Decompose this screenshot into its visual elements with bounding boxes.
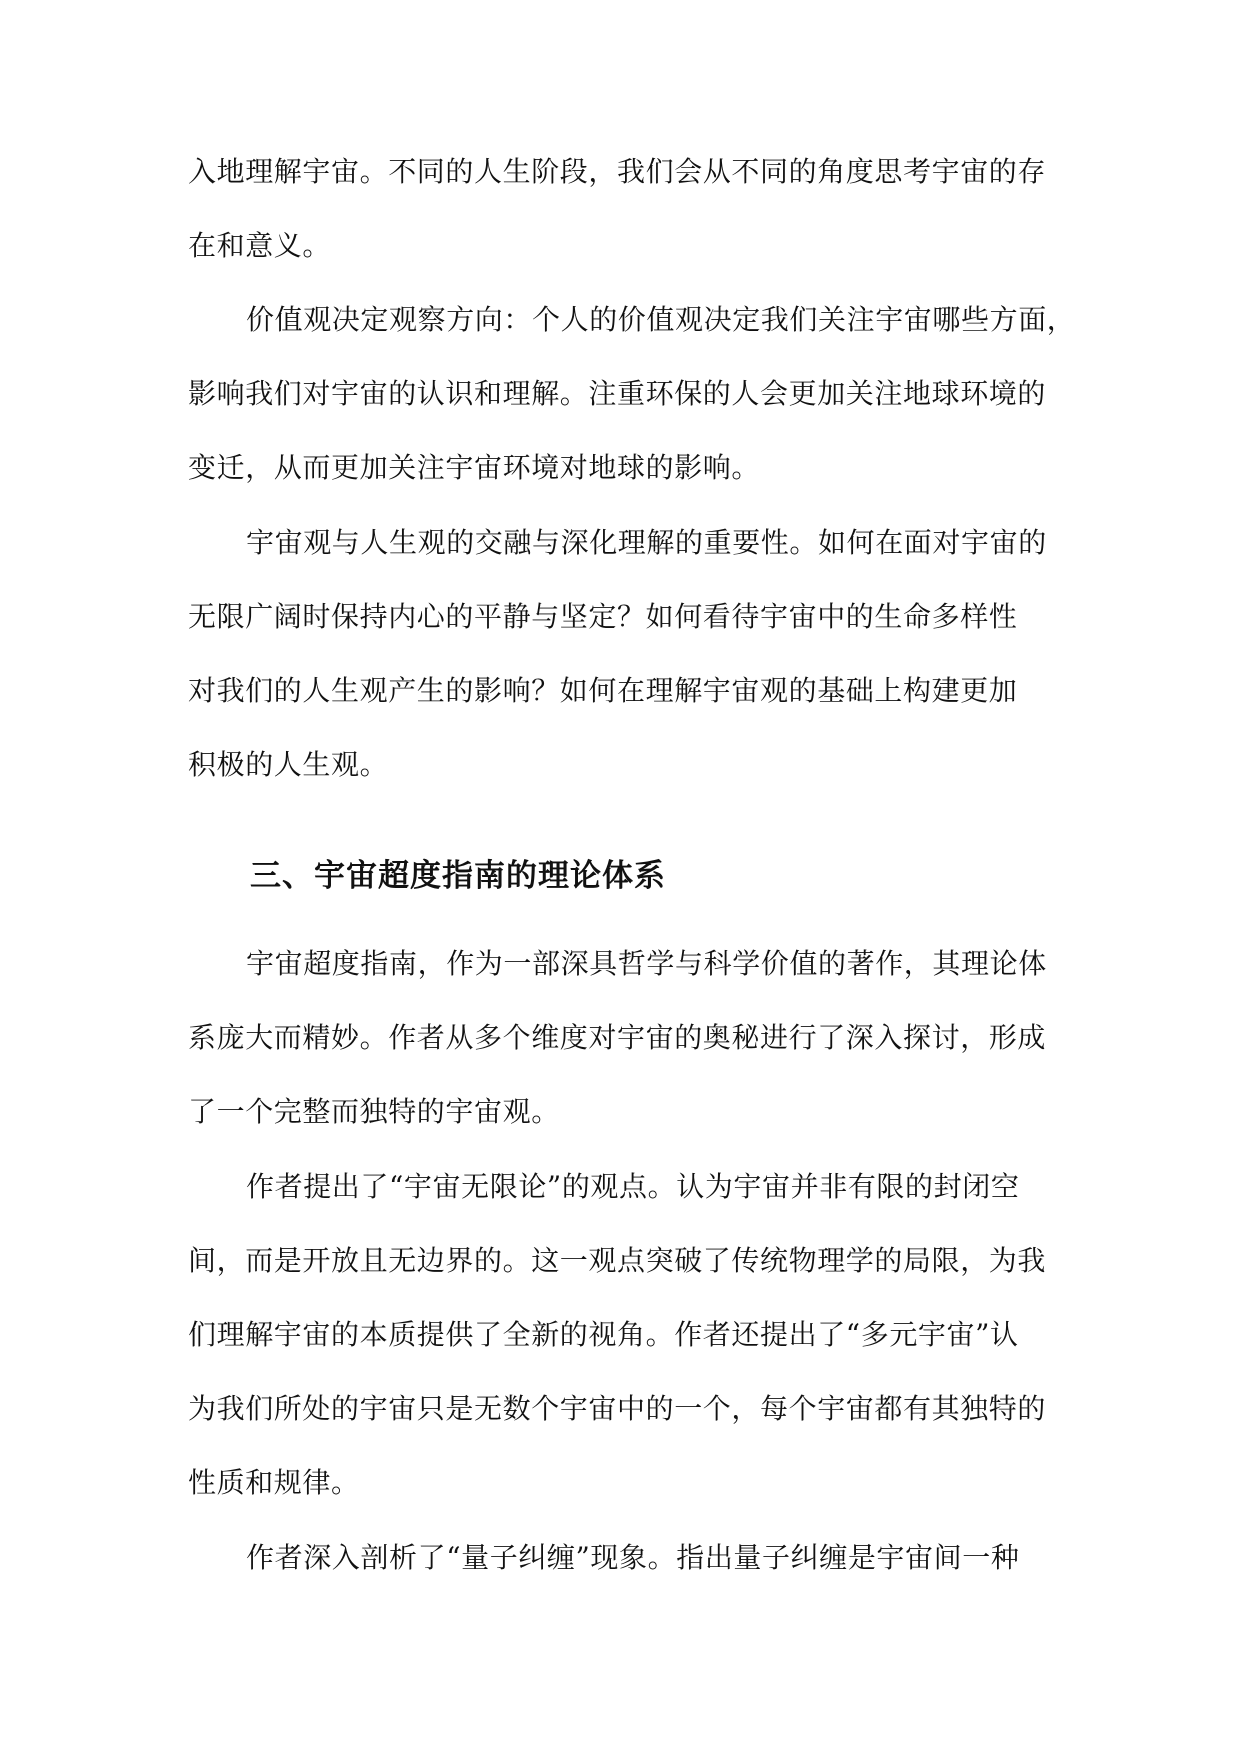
paragraph-line: 变迁，从而更加关注宇宙环境对地球的影响。	[188, 451, 761, 484]
paragraph-line: 间，而是开放且无边界的。这一观点突破了传统物理学的局限，为我	[188, 1244, 1047, 1277]
section-heading: 三、宇宙超度指南的理论体系	[250, 858, 666, 894]
paragraph-line: 宇宙超度指南，作为一部深具哲学与科学价值的著作，其理论体	[246, 947, 1047, 980]
paragraph-line: 入地理解宇宙。不同的人生阶段，我们会从不同的角度思考宇宙的存	[188, 155, 1047, 188]
paragraph-line: 们理解宇宙的本质提供了全新的视角。作者还提出了“多元宇宙”认	[188, 1318, 1019, 1351]
paragraph-line: 对我们的人生观产生的影响？如何在理解宇宙观的基础上构建更加	[188, 674, 1018, 707]
paragraph-line: 作者深入剖析了“量子纠缠”现象。指出量子纠缠是宇宙间一种	[246, 1541, 1020, 1574]
paragraph-line: 积极的人生观。	[188, 748, 389, 781]
paragraph-line: 系庞大而精妙。作者从多个维度对宇宙的奥秘进行了深入探讨，形成	[188, 1021, 1047, 1054]
paragraph-line: 为我们所处的宇宙只是无数个宇宙中的一个，每个宇宙都有其独特的	[188, 1392, 1047, 1425]
paragraph-line: 影响我们对宇宙的认识和理解。注重环保的人会更加关注地球环境的	[188, 377, 1047, 410]
paragraph-line: 价值观决定观察方向：个人的价值观决定我们关注宇宙哪些方面，	[246, 303, 1076, 336]
paragraph-line: 宇宙观与人生观的交融与深化理解的重要性。如何在面对宇宙的	[246, 526, 1047, 559]
paragraph-line: 在和意义。	[188, 229, 332, 262]
paragraph-line: 了一个完整而独特的宇宙观。	[188, 1095, 560, 1128]
paragraph-line: 作者提出了“宇宙无限论”的观点。认为宇宙并非有限的封闭空	[246, 1170, 1020, 1203]
paragraph-line: 无限广阔时保持内心的平静与坚定？如何看待宇宙中的生命多样性	[188, 600, 1018, 633]
paragraph-line: 性质和规律。	[188, 1466, 360, 1499]
